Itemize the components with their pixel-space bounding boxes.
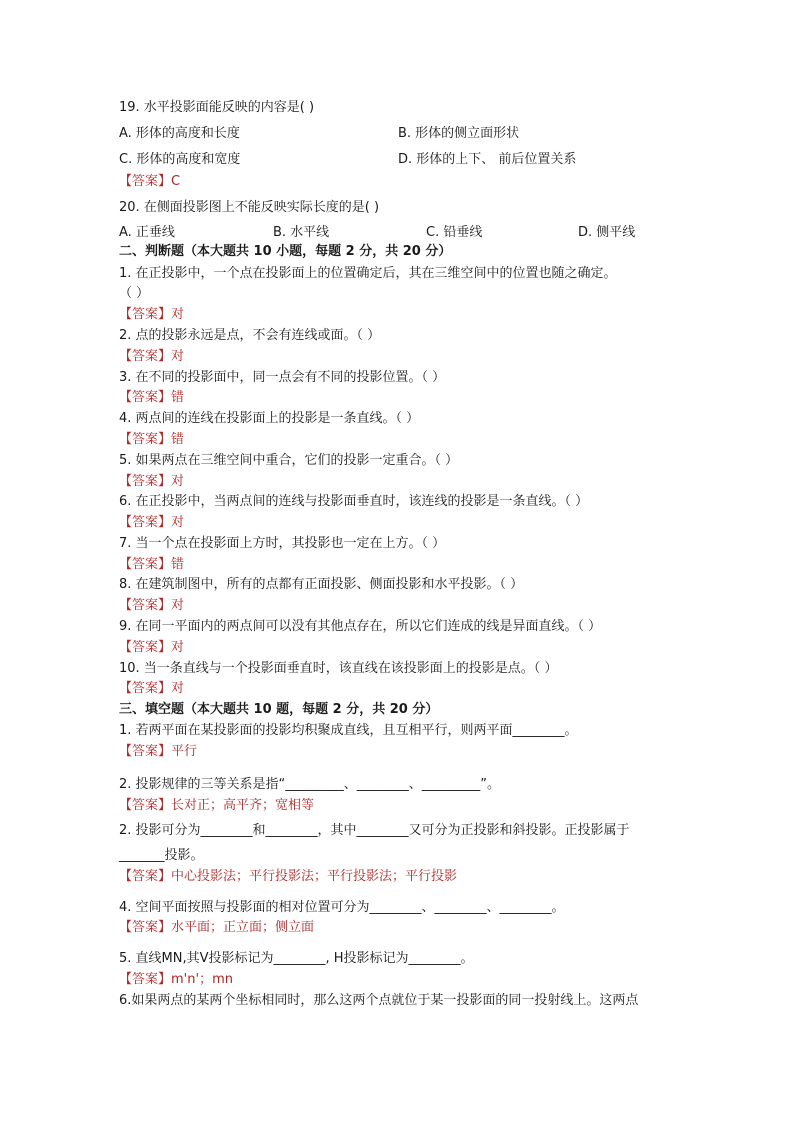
answer-tag: 【答案】 bbox=[119, 474, 172, 489]
answer-value: m'n'；mn bbox=[171, 972, 233, 987]
judge-1-answer bbox=[119, 306, 184, 324]
fill-1-answer bbox=[119, 743, 197, 761]
fill-3-stem-cont: _______投影。 bbox=[119, 848, 204, 863]
q20-stem: 20. 在侧面投影图上不能反映实际长度的是( ) bbox=[119, 200, 380, 215]
answer-tag: 【答案】 bbox=[119, 869, 172, 884]
fill-1-stem: 1. 若两平面在某投影面的投影均积聚成直线，且互相平行，则两平面________。 bbox=[119, 723, 578, 738]
q19-option-d: D. 形体的上下、 前后位置关系 bbox=[398, 152, 577, 167]
answer-value: 平行 bbox=[171, 744, 198, 759]
q20-option-d: D. 侧平线 bbox=[578, 225, 636, 240]
fill-3-answer bbox=[119, 868, 457, 886]
judge-5-stem: 5. 如果两点在三维空间中重合，它们的投影一定重合。（ ） bbox=[119, 453, 459, 468]
answer-value: 错 bbox=[171, 390, 185, 405]
judge-7-stem: 7. 当一个点在投影面上方时，其投影也一定在上方。（ ） bbox=[119, 536, 446, 551]
answer-tag: 【答案】 bbox=[119, 174, 172, 189]
q19-option-c: C. 形体的高度和宽度 bbox=[119, 152, 241, 167]
judge-4-answer bbox=[119, 431, 184, 449]
judge-10-stem: 10. 当一条直线与一个投影面垂直时，该直线在该投影面上的投影是点。（ ） bbox=[119, 661, 558, 676]
answer-tag: 【答案】 bbox=[119, 515, 172, 530]
section-3-title: 三、填空题（本大题共 10 题，每题 2 分，共 20 分） bbox=[119, 702, 439, 717]
judge-3-stem: 3. 在不同的投影面中，同一点会有不同的投影位置。（ ） bbox=[119, 370, 446, 385]
judge-8-answer bbox=[119, 597, 184, 615]
answer-value: 中心投影法；平行投影法；平行投影法；平行投影 bbox=[171, 869, 458, 884]
judge-9-stem: 9. 在同一平面内的两点间可以没有其他点存在，所以它们连成的线是异面直线。（ ） bbox=[119, 619, 602, 634]
q19-option-a: A. 形体的高度和长度 bbox=[119, 126, 240, 141]
q20-option-c: C. 铅垂线 bbox=[426, 225, 483, 240]
fill-2-answer bbox=[119, 797, 314, 815]
answer-value: 对 bbox=[171, 515, 185, 530]
fill-2-stem: 2. 投影规律的三等关系是指“_________、________、_________”。 bbox=[119, 777, 501, 792]
answer-tag: 【答案】 bbox=[119, 920, 172, 935]
answer-tag: 【答案】 bbox=[119, 598, 172, 613]
answer-value: C bbox=[171, 174, 181, 189]
judge-3-answer bbox=[119, 389, 184, 407]
answer-tag: 【答案】 bbox=[119, 681, 172, 696]
answer-value: 错 bbox=[171, 432, 185, 447]
judge-2-answer bbox=[119, 348, 184, 366]
judge-10-answer bbox=[119, 680, 184, 698]
answer-tag: 【答案】 bbox=[119, 744, 172, 759]
answer-value: 对 bbox=[171, 474, 185, 489]
fill-3-stem: 2. 投影可分为________和________，其中________又可分为正投影和斜投影。正投影属于 bbox=[119, 823, 630, 838]
fill-5-stem: 5. 直线MN,其V投影标记为________, H投影标记为________。 bbox=[119, 951, 474, 966]
answer-value: 对 bbox=[171, 307, 185, 322]
answer-value: 对 bbox=[171, 681, 185, 696]
answer-value: 对 bbox=[171, 640, 185, 655]
answer-value: 对 bbox=[171, 598, 185, 613]
answer-tag: 【答案】 bbox=[119, 307, 172, 322]
judge-6-stem: 6. 在正投影中，当两点间的连线与投影面垂直时，该连线的投影是一条直线。（ ） bbox=[119, 494, 589, 509]
answer-tag: 【答案】 bbox=[119, 390, 172, 405]
answer-value: 水平面；正立面；侧立面 bbox=[171, 920, 315, 935]
answer-tag: 【答案】 bbox=[119, 798, 172, 813]
judge-6-answer bbox=[119, 514, 184, 532]
answer-tag: 【答案】 bbox=[119, 972, 172, 987]
q20-option-a: A. 正垂线 bbox=[119, 225, 175, 240]
answer-tag: 【答案】 bbox=[119, 557, 172, 572]
judge-5-answer bbox=[119, 473, 184, 491]
answer-tag: 【答案】 bbox=[119, 432, 172, 447]
answer-value: 错 bbox=[171, 557, 185, 572]
q20-option-b: B. 水平线 bbox=[273, 225, 330, 240]
fill-5-answer bbox=[119, 971, 233, 989]
fill-4-stem: 4. 空间平面按照与投影面的相对位置可分为________、________、________。 bbox=[119, 900, 565, 915]
fill-4-answer bbox=[119, 919, 314, 937]
section-2-title: 二、判断题（本大题共 10 小题，每题 2 分，共 20 分） bbox=[119, 244, 452, 259]
q19-option-b: B. 形体的侧立面形状 bbox=[398, 126, 520, 141]
answer-tag: 【答案】 bbox=[119, 349, 172, 364]
judge-1-stem-cont: （ ） bbox=[119, 286, 150, 301]
answer-value: 对 bbox=[171, 349, 185, 364]
judge-8-stem: 8. 在建筑制图中，所有的点都有正面投影、侧面投影和水平投影。（ ） bbox=[119, 577, 524, 592]
answer-value: 长对正；高平齐；宽相等 bbox=[171, 798, 315, 813]
judge-7-answer bbox=[119, 556, 184, 574]
fill-6-stem: 6.如果两点的某两个坐标相同时，那么这两个点就位于某一投影面的同一投射线上。这两点 bbox=[119, 993, 639, 1008]
judge-4-stem: 4. 两点间的连线在投影面上的投影是一条直线。（ ） bbox=[119, 411, 420, 426]
q19-stem: 19. 水平投影面能反映的内容是( ) bbox=[119, 100, 315, 115]
judge-9-answer bbox=[119, 639, 184, 657]
answer-tag: 【答案】 bbox=[119, 640, 172, 655]
judge-1-stem: 1. 在正投影中，一个点在投影面上的位置确定后，其在三维空间中的位置也随之确定。 bbox=[119, 266, 617, 281]
q19-answer bbox=[119, 173, 180, 191]
judge-2-stem: 2. 点的投影永远是点，不会有连线或面。（ ） bbox=[119, 328, 381, 343]
